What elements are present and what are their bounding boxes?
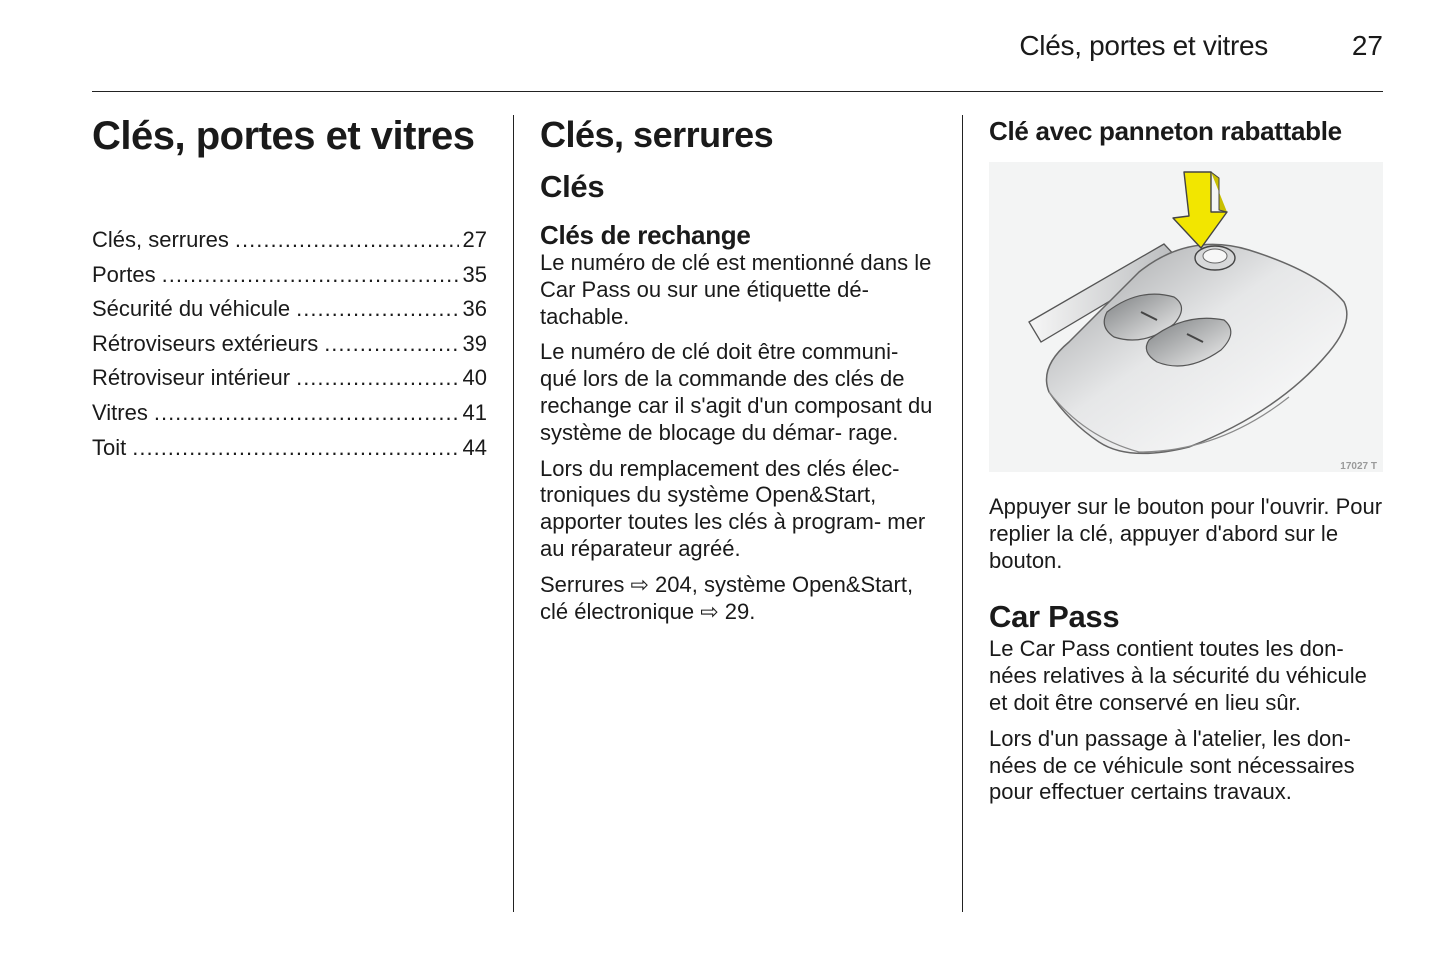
toc-entry[interactable]	[92, 431, 487, 466]
xref-arrow-icon[interactable]: ⇨	[700, 598, 719, 624]
toc-leader	[296, 292, 458, 327]
chapter-title: Clés, portes et vitres	[92, 114, 475, 158]
toc-page: 41	[462, 399, 487, 425]
body-paragraph: Lors du remplacement des clés élec- troniques du système Open&Start, apporter toutes les clés à program- mer au réparateur agréé.	[540, 455, 926, 561]
toc-entry[interactable]	[92, 361, 487, 396]
toc-leader	[154, 396, 459, 431]
toc-label: Rétroviseur intérieur	[92, 365, 291, 391]
toc-label: Toit	[92, 434, 127, 460]
toc-page: 35	[462, 261, 487, 287]
table-of-contents	[92, 223, 487, 465]
toc-entry[interactable]	[92, 327, 487, 362]
subsection-title: Clés	[540, 169, 605, 204]
key-illustration-svg	[989, 162, 1383, 472]
car-pass-title: Car Pass	[989, 599, 1120, 635]
xref-text: Serrures	[540, 571, 625, 597]
column-divider	[513, 115, 514, 912]
running-header	[92, 30, 1383, 90]
toc-label: Portes	[92, 261, 156, 287]
key-illustration	[989, 162, 1383, 472]
xref-arrow-icon[interactable]: ⇨	[630, 571, 649, 597]
toc-page: 39	[462, 330, 487, 356]
toc-entry[interactable]	[92, 223, 487, 258]
column-divider	[962, 115, 963, 912]
toc-label: Rétroviseurs extérieurs	[92, 330, 319, 356]
minor-title: Clés de rechange	[540, 220, 751, 250]
toc-leader	[324, 327, 458, 362]
toc-page: 44	[462, 434, 487, 460]
toc-label: Clés, serrures	[92, 227, 229, 252]
body-paragraph: Appuyer sur le bouton pour l'ouvrir. Pour replier la clé, appuyer d'abord sur le bouton.	[989, 494, 1383, 573]
page-number: 27	[1351, 30, 1383, 61]
column-toc	[92, 112, 487, 465]
column-folding-key	[989, 112, 1383, 815]
body-paragraph: Le numéro de clé est mentionné dans le Car Pass ou sur une étiquette dé- tachable.	[540, 250, 932, 329]
section-title: Clés, serrures	[540, 114, 774, 155]
toc-page: 36	[462, 296, 487, 322]
toc-leader	[235, 223, 459, 258]
toc-page: 40	[462, 365, 487, 391]
running-title: Clés, portes et vitres	[1019, 30, 1268, 61]
column-keys-locks	[540, 112, 940, 634]
xref-text: 29.	[718, 598, 756, 624]
toc-entry[interactable]	[92, 292, 487, 327]
xref-text: 204, système Open&Start, clé électronique	[540, 571, 914, 624]
header-rule	[92, 91, 1383, 92]
toc-leader	[296, 361, 458, 396]
figure-number: 17027 T	[1340, 461, 1377, 472]
toc-page: 27	[462, 227, 487, 252]
toc-label: Sécurité du véhicule	[92, 296, 291, 322]
cross-reference-paragraph	[540, 572, 940, 626]
body-paragraph: Le numéro de clé doit être communi- qué lors de la commande des clés de rechange car il s'agit d'un composant du système de blocage du démar- rage.	[540, 339, 933, 445]
body-paragraph: Lors d'un passage à l'atelier, les don- nées de ce véhicule sont nécessaires pour effectuer certains travaux.	[989, 725, 1355, 805]
toc-label: Vitres	[92, 399, 148, 425]
toc-entry[interactable]	[92, 396, 487, 431]
figure-title: Clé avec panneton rabattable	[989, 116, 1342, 146]
toc-leader	[132, 431, 458, 466]
toc-leader	[162, 258, 459, 293]
body-paragraph: Le Car Pass contient toutes les don- nées relatives à la sécurité du véhicule et doit être conservé en lieu sûr.	[989, 636, 1367, 715]
toc-entry[interactable]	[92, 258, 487, 293]
